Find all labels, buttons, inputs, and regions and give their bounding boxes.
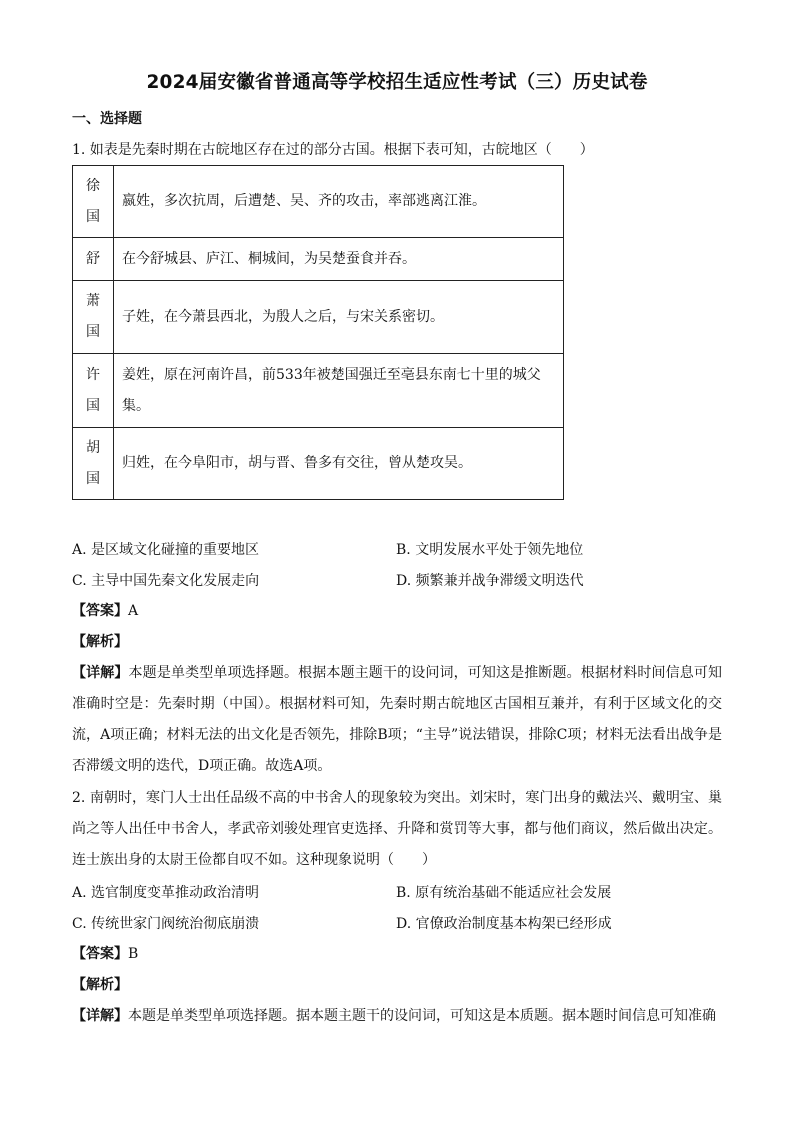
state-desc-cell: 归姓，在今阜阳市，胡与晋、鲁多有交往，曾从楚攻吴。 <box>114 428 564 500</box>
state-name: 萧国 <box>86 293 100 340</box>
state-name: 许国 <box>86 366 100 414</box>
state-name-cell <box>73 428 114 500</box>
q2-option-a: A. 选官制度变革推动政治清明 <box>72 885 260 901</box>
state-name: 胡国 <box>86 439 100 487</box>
state-desc-cell: 子姓，在今萧县西北，为殷人之后，与宋关系密切。 <box>114 281 564 354</box>
page-title: 2024届安徽省普通高等学校招生适应性考试（三）历史试卷 <box>146 72 648 93</box>
table-row <box>73 166 564 238</box>
state-desc-cell: 姜姓，原在河南许昌，前533年被楚国强迁至亳县东南七十里的城父集。 <box>114 354 564 428</box>
q2-option-c: C. 传统世家门阀统治彻底崩溃 <box>72 916 260 932</box>
table-row <box>73 238 564 281</box>
q1-analysis-heading <box>72 632 128 652</box>
answer-value: A <box>128 603 139 619</box>
q1-option-d: D. 频繁兼并战争滞缓文明迭代 <box>396 573 584 589</box>
ancient-states-table <box>72 165 564 500</box>
state-name: 徐国 <box>86 177 100 225</box>
table-row <box>73 428 564 500</box>
state-name-cell <box>73 238 114 281</box>
q2-detail <box>72 1006 716 1026</box>
detail-tag: 【详解】 <box>72 1008 128 1024</box>
q2-answer <box>72 944 138 964</box>
state-desc-cell: 嬴姓，多次抗周，后遭楚、吴、齐的攻击，率部逃离江淮。 <box>114 166 564 238</box>
answer-tag: 【答案】 <box>72 603 128 619</box>
table-row <box>73 281 564 354</box>
table-row <box>73 354 564 428</box>
state-name-cell <box>73 166 114 238</box>
analysis-tag: 【解析】 <box>72 977 128 993</box>
q1-answer <box>72 601 138 621</box>
question-1-stem: 1. 如表是先秦时期在古皖地区存在过的部分古国。根据下表可知，古皖地区（ ） <box>72 142 594 158</box>
answer-value: B <box>128 946 139 962</box>
answer-tag: 【答案】 <box>72 946 128 962</box>
q2-analysis-heading <box>72 975 128 995</box>
detail-text: 本题是单类型单项选择题。根据本题主题干的设问词，可知这是推断题。根据材料时间信息可知准确时空是：先秦时期（中国）。根据材料可知，先秦时期古皖地区古国相互兼并，有利于区域文化的交流，A项正确；材料无法的出文化是否领先，排除B项；“主导”说法错误，排除C项；材料无法看出战争是否滞缓文明的迭代，D项正确。故选A项。 <box>72 665 723 774</box>
detail-text: 本题是单类型单项选择题。据本题主题干的设问词，可知这是本质题。据本题时间信息可知准确 <box>128 1008 716 1024</box>
state-name: 舒 <box>86 250 100 267</box>
question-2-stem: 2. 南朝时，寒门人士出任品级不高的中书舍人的现象较为突出。刘宋时，寒门出身的戴法兴、戴明宝、巢尚之等人出任中书舍人，孝武帝刘骏处理官吏选择、升降和赏罚等大事，都与他们商议，然后做出决定。连士族出身的太尉王俭都自叹不如。这种现象说明（ ） <box>72 790 722 868</box>
q1-option-a: A. 是区域文化碰撞的重要地区 <box>72 542 260 558</box>
q1-option-c: C. 主导中国先秦文化发展走向 <box>72 573 260 589</box>
q2-option-b: B. 原有统治基础不能适应社会发展 <box>396 885 612 901</box>
state-name-cell <box>73 354 114 428</box>
analysis-tag: 【解析】 <box>72 634 128 650</box>
detail-tag: 【详解】 <box>72 665 129 681</box>
state-name-cell <box>73 281 114 354</box>
state-desc-cell: 在今舒城县、庐江、桐城间，为吴楚蚕食并吞。 <box>114 238 564 281</box>
q1-detail <box>72 658 722 782</box>
q2-option-d: D. 官僚政治制度基本构架已经形成 <box>396 916 612 932</box>
q1-option-b: B. 文明发展水平处于领先地位 <box>396 542 584 558</box>
section-heading: 一、选择题 <box>72 111 142 127</box>
